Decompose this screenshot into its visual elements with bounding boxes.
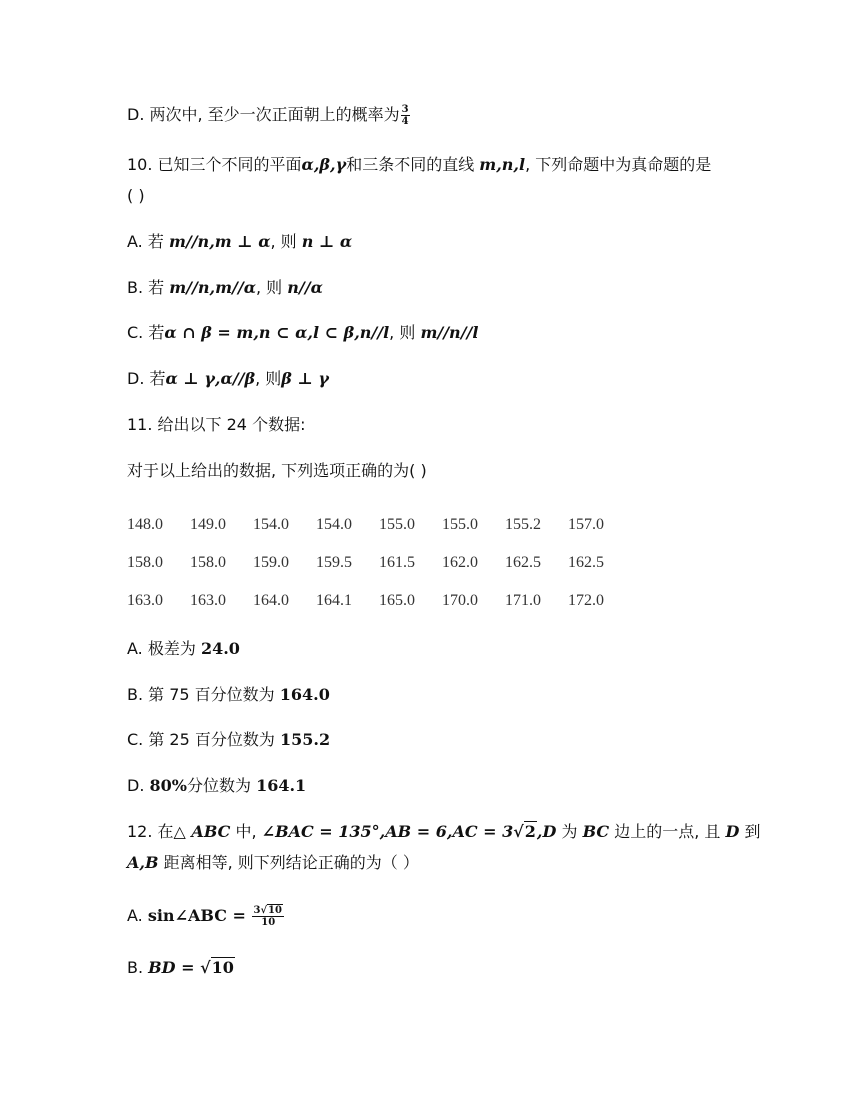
table-cell: 159.0 [253,554,289,571]
q12-option-b [127,957,235,979]
q10-lines: m,n,l [479,155,526,174]
table-cell: 163.0 [190,592,226,609]
table-cell: 155.0 [442,516,478,533]
q11-option-c [127,729,330,751]
q11-stem: 11. 给出以下 24 个数据: [127,415,306,434]
option-text: C. 第 25 百分位数为 [127,730,280,749]
option-label: A. [127,906,148,925]
option-text: , 则 [255,369,282,388]
q12-stem-text: 到 [739,822,761,841]
math-expression: BC [582,822,610,841]
table-row [127,506,631,544]
option-label: A. 若 [127,232,169,251]
table-cell: 159.5 [316,554,352,571]
table-cell: 172.0 [568,592,604,609]
option-label: C. 若 [127,323,165,342]
q12-option-a [127,905,284,928]
option-label: B. 若 [127,278,170,297]
q10-stem-text: , 下列命题中为真命题的是 [525,155,712,174]
table-row [127,582,631,620]
fraction-numerator: 3 [401,104,409,115]
table-cell: 154.0 [253,516,289,533]
option-text: A. 极差为 [127,639,201,658]
table-cell: 171.0 [505,592,541,609]
radicand: 10 [268,905,282,916]
sqrt-expression: √10 [200,958,234,977]
table-cell: 162.0 [442,554,478,571]
q12-stem [127,821,760,843]
fraction-denominator: 4 [401,116,409,127]
q12-stem-text: 距离相等, 则下列结论正确的为（ ） [158,853,419,872]
q10-option-b [127,277,323,299]
q11-option-b [127,684,330,706]
math-expression: m//n//l [420,323,479,342]
q10-stem [127,154,711,176]
table-cell: 163.0 [127,592,163,609]
table-cell: 165.0 [379,592,415,609]
q10-stem-text: 和三条不同的直线 [346,155,480,174]
q10-option-c [127,322,478,344]
fraction-denominator: 10 [261,917,276,928]
q10-answer-blank: ( ) [127,186,145,205]
math-expression: n ⊥ α [301,232,353,251]
q10-stem-text: 10. 已知三个不同的平面 [127,155,302,174]
option-value: 24.0 [200,639,240,658]
q10-planes: α,β,γ [301,155,347,174]
table-cell: 154.0 [316,516,352,533]
math-expression: ,D [536,822,557,841]
math-expression: α ∩ β = m,n ⊂ α,l ⊂ β,n//l [164,323,390,342]
option-value: 164.0 [279,685,330,704]
option-text: , 则 [389,323,421,342]
table-cell: 161.5 [379,554,415,571]
fraction [252,905,283,928]
q12-stem-text: 中, [230,822,262,841]
q12-stem-text: 为 [556,822,583,841]
math-expression: D [725,822,740,841]
math-expression: m//n,m ⊥ α [168,232,271,251]
table-cell: 162.5 [568,554,604,571]
option-label: D. [127,776,150,795]
q12-stem-text: 边上的一点, 且 [609,822,726,841]
option-label: B. [127,958,149,977]
math-expression: ∠BAC = 135°,AB = 6,AC = 3 [261,822,514,841]
math-expression: sin∠ABC = [147,906,252,925]
table-cell: 149.0 [190,516,226,533]
table-cell: 170.0 [442,592,478,609]
math-expression: n//α [287,278,323,297]
table-cell: 155.0 [379,516,415,533]
math-expression: BD = [148,958,201,977]
table-cell: 158.0 [190,554,226,571]
q11-option-a [127,638,240,660]
option-text: 分位数为 [186,776,257,795]
table-cell: 157.0 [568,516,604,533]
q10-option-d [127,368,329,390]
sqrt-expression: √10 [260,905,282,916]
radicand: 2 [524,822,536,841]
math-expression: A,B [127,853,159,872]
q10-option-a [127,231,352,253]
option-value: 80% [149,776,187,795]
math-expression: β ⊥ γ [281,369,329,388]
data-table [127,506,631,620]
table-cell: 164.0 [253,592,289,609]
option-label: D. 若 [127,369,166,388]
radicand: 10 [211,958,234,977]
fraction-numerator [252,905,283,917]
q12-stem-text: 12. 在 [127,822,174,841]
math-expression: △ ABC [173,822,231,841]
coefficient: 3 [253,905,261,916]
option-value: 155.2 [279,730,331,749]
table-cell: 155.2 [505,516,541,533]
fraction [401,104,410,127]
option-value: 164.1 [256,776,307,795]
table-cell: 158.0 [127,554,163,571]
q9-option-d [127,104,410,127]
q11-option-d [127,775,306,797]
table-cell: 162.5 [505,554,541,571]
q11-prompt: 对于以上给出的数据, 下列选项正确的为( ) [127,461,427,480]
math-expression: m//n,m//α [169,278,256,297]
math-expression: α ⊥ γ,α//β [165,369,256,388]
option-text: , 则 [256,278,288,297]
table-cell: 164.1 [316,592,352,609]
q12-stem-line2 [127,852,419,874]
option-text: , 则 [270,232,302,251]
sqrt-expression: √2 [513,822,536,841]
table-cell: 148.0 [127,516,163,533]
option-text: B. 第 75 百分位数为 [127,685,280,704]
q9-option-d-text: D. 两次中, 至少一次正面朝上的概率为 [127,105,400,124]
table-row [127,544,631,582]
